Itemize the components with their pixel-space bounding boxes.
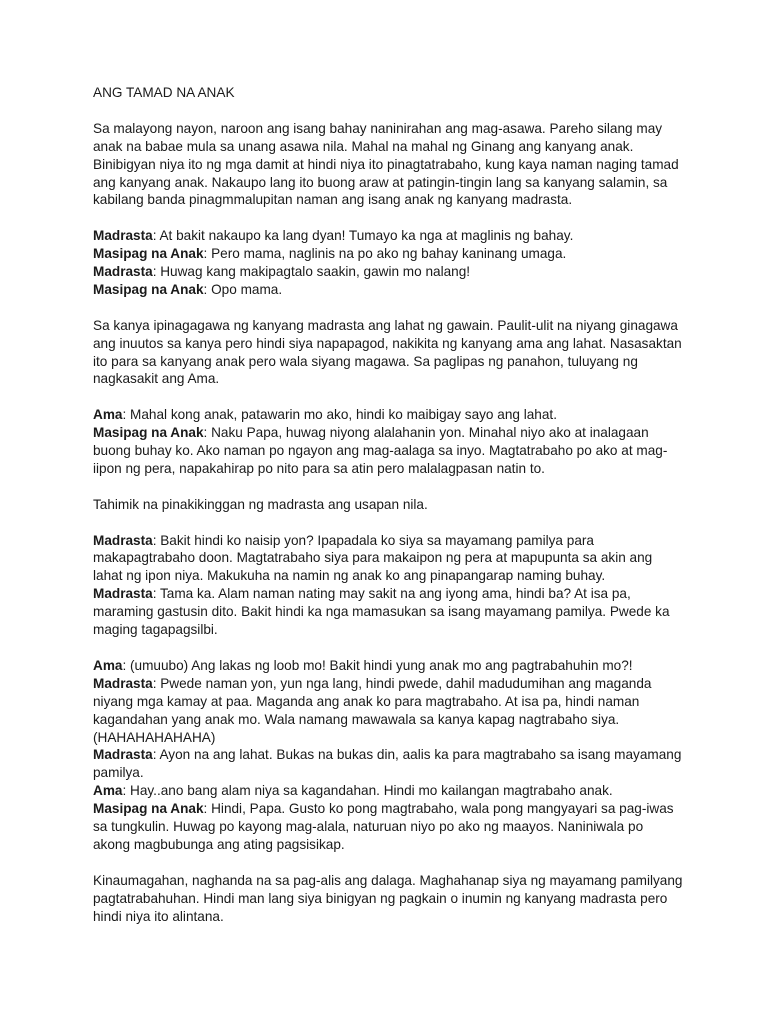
speaker-name: Ama — [93, 657, 123, 673]
dialogue-text: : Naku Papa, huwag niyong alalahanin yon. Minahal niyo ako at inalagaan buong buhay ko. Ako naman po ngayon ang mag-aalaga sa inyo. Magtatrabaho po ako at mag-iipon ng pera, napakahirap po nito para sa atin pero malalagpasan natin to. — [93, 425, 668, 476]
dialogue-line — [93, 675, 683, 747]
dialogue-block-4 — [93, 657, 683, 854]
dialogue-text: : Pwede naman yon, yun nga lang, hindi pwede, dahil madudumihan ang maganda niyang mga kamay at paa. Maganda ang anak ko para magtrabaho. At isa pa, hindi naman kagandahan yang anak mo. Wala namang mawawala sa kanya kapag nagtrabaho siya. (HAHAHAHAHAHA) — [93, 675, 652, 745]
dialogue-text: : Pero mama, naglinis na po ako ng bahay kaninang umaga. — [203, 246, 567, 262]
dialogue-text: : At bakit nakaupo ka lang dyan! Tumayo ka nga at maglinis ng bahay. — [152, 228, 574, 244]
dialogue-line — [93, 281, 683, 299]
dialogue-line — [93, 227, 683, 245]
dialogue-text: : Mahal kong anak, patawarin mo ako, hindi ko maibigay sayo ang lahat. — [122, 407, 557, 423]
dialogue-line — [93, 532, 683, 586]
dialogue-line — [93, 657, 683, 675]
dialogue-block-2 — [93, 406, 683, 478]
dialogue-text: : Ayon na ang lahat. Bukas na bukas din, aalis ka para magtrabaho sa isang mayamang pamilya. — [93, 747, 682, 781]
speaker-name: Masipag na Anak — [93, 281, 204, 297]
dialogue-line — [93, 424, 683, 478]
dialogue-line — [93, 263, 683, 281]
dialogue-line — [93, 746, 683, 782]
speaker-name: Madrasta — [93, 228, 153, 244]
speaker-name: Masipag na Anak — [93, 801, 204, 817]
speaker-name: Masipag na Anak — [93, 246, 204, 262]
dialogue-text: : Hay..ano bang alam niya sa kagandahan. Hindi mo kailangan magtrabaho anak. — [122, 783, 613, 799]
speaker-name: Masipag na Anak — [93, 425, 204, 441]
dialogue-text: : Tama ka. Alam naman nating may sakit na ang iyong ama, hindi ba? At isa pa, maraming gastusin dito. Bakit hindi ka nga mamasukan sa isang mayamang pamilya. Pwede ka maging tagapagsilbi. — [93, 586, 670, 638]
dialogue-line — [93, 782, 683, 800]
speaker-name: Madrasta — [93, 532, 153, 548]
speaker-name: Ama — [93, 407, 123, 423]
dialogue-block-3 — [93, 532, 683, 639]
dialogue-text: : Huwag kang makipagtalo saakin, gawin mo nalang! — [152, 264, 471, 280]
dialogue-text: : (umuubo) Ang lakas ng loob mo! Bakit hindi yung anak mo ang pagtrabahuhin mo?! — [122, 657, 633, 673]
dialogue-line — [93, 585, 683, 639]
speaker-name: Madrasta — [93, 747, 153, 763]
speaker-name: Madrasta — [93, 675, 153, 691]
speaker-name: Madrasta — [93, 586, 153, 602]
dialogue-line — [93, 245, 683, 263]
speaker-name: Ama — [93, 783, 123, 799]
dialogue-text: : Hindi, Papa. Gusto ko pong magtrabaho, wala pong mangyayari sa pag-iwas sa tungkulin. Huwag po kayong mag-alala, naturuan niyo po ako ng maayos. Naniniwala po akong magbubunga ang ating pagsisikap. — [93, 801, 674, 852]
dialogue-text: : Opo mama. — [203, 281, 283, 297]
paragraph-intro: Sa malayong nayon, naroon ang isang bahay naninirahan ang mag-asawa. Pareho silang may anak na babae mula sa unang asawa nila. Mahal na mahal ng Ginang ang kanyang anak. Binibigyan niya ito ng mga damit at hindi niya ito pinagtatrabaho, kung kaya naman naging tamad ang kanyang anak. Nakaupo lang ito buong araw at patingin-tingin lang sa kanyang salamin, sa kabilang banda pinagmmalupitan naman ang isang anak ng kanyang madrasta. — [93, 120, 679, 208]
dialogue-text: : Bakit hindi ko naisip yon? Ipapadala ko siya sa mayamang pamilya para makapagtrabaho doon. Magtatrabaho siya para makaipon ng pera at mapupunta sa akin ang lahat ng ipon niya. Makukuha na namin ng anak ko ang pinapangarap naming buhay. — [93, 532, 653, 584]
paragraph-narration-4: Kinaumagahan, naghanda na sa pag-alis ang dalaga. Maghahanap siya ng mayamang pamilyang pagtatrabahuhan. Hindi man lang siya binigyan ng pagkain o inumin ng kanyang madrasta pero hindi niya ito alintana. — [93, 872, 683, 924]
document-title: ANG TAMAD NA ANAK — [93, 85, 235, 100]
paragraph-narration-2: Sa kanya ipinagagawa ng kanyang madrasta ang lahat ng gawain. Paulit-ulit na niyang ginagawa ang inuutos sa kanya pero hindi siya napapagod, nakikita ng kanyang ama ang lahat. Nasasaktan ito para sa kanyang anak pero wala siyang magawa. Sa paglipas ng panahon, tuluyang ng nagkasakit ang Ama. — [93, 317, 682, 387]
dialogue-line — [93, 406, 683, 424]
paragraph-narration-3: Tahimik na pinakikinggan ng madrasta ang usapan nila. — [93, 496, 428, 512]
document-page — [93, 84, 683, 943]
dialogue-block-1 — [93, 227, 683, 299]
speaker-name: Madrasta — [93, 264, 153, 280]
dialogue-line — [93, 800, 683, 854]
